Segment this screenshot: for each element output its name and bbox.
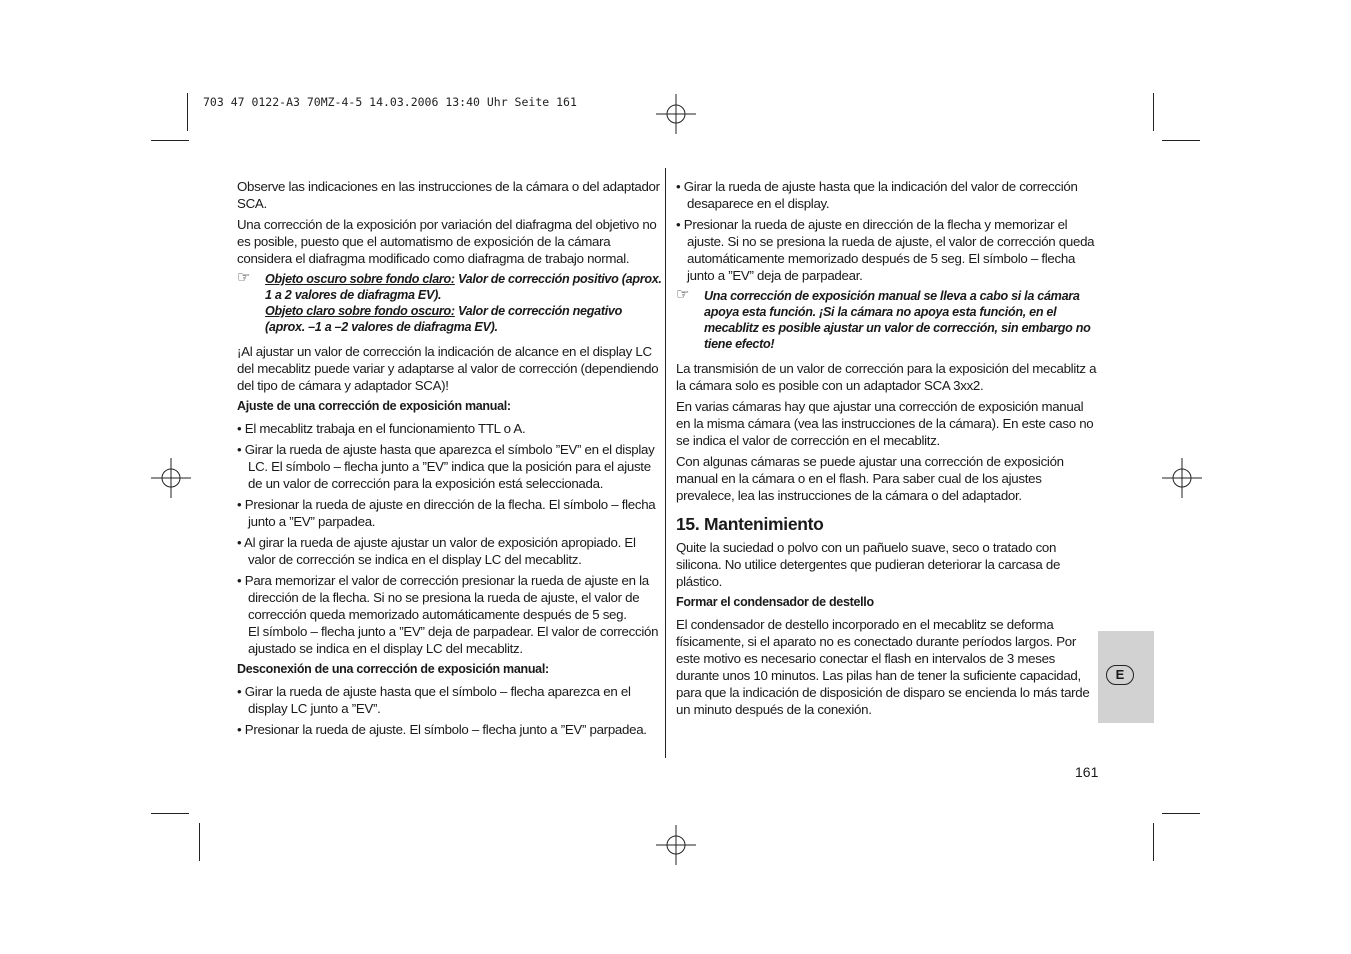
list-item: • Presionar la rueda de ajuste. El símbolo – flecha junto a ”EV” parpadea. — [237, 722, 647, 737]
crop-mark — [199, 823, 200, 861]
note-text: Una corrección de exposición manual se lleva a cabo si la cámara apoya esta función. ¡Si la cámara no apoya esta función, en el mecablitz es posible ajustar un valor de corrección, sin embargo no tiene efecto! — [704, 289, 1091, 351]
language-tab-label: E — [1106, 665, 1134, 685]
pointing-hand-icon: ☞ — [237, 269, 251, 286]
crop-mark — [1162, 140, 1200, 141]
note-text: Valor de corrección negativo (aprox. –1 a –2 valores de diafragma EV). — [265, 304, 623, 334]
note-term: Objeto oscuro sobre fondo claro: — [265, 272, 455, 286]
paragraph: Observe las indicaciones en las instrucciones de la cámara o del adaptador SCA. — [237, 179, 660, 211]
list-item: • Presionar la rueda de ajuste en dirección de la flecha. El símbolo – flecha junto a ”EV” parpadea. — [237, 497, 656, 529]
subheading: Ajuste de una corrección de exposición manual: — [237, 399, 511, 413]
list-item: • Girar la rueda de ajuste hasta que el símbolo – flecha aparezca en el display LC junto a ”EV”. — [237, 684, 631, 716]
paragraph: ¡Al ajustar un valor de corrección la indicación de alcance en el display LC del mecablitz puede variar y adaptarse al valor de corrección (dependiendo del tipo de cámara y adaptador SCA)! — [237, 344, 659, 393]
paragraph: En varias cámaras hay que ajustar una corrección de exposición manual en la misma cámara (vea las instrucciones de la cámara). En este caso no se indica el valor de corrección en el mecablitz. — [676, 399, 1094, 448]
list-item: • Girar la rueda de ajuste hasta que la indicación del valor de corrección desaparece en el display. — [676, 179, 1078, 211]
note-block — [237, 271, 662, 335]
crop-mark — [187, 93, 188, 131]
list-item-text: • Para memorizar el valor de corrección presionar la rueda de ajuste en la dirección de la flecha. Si no se presiona la rueda de ajuste, el valor de corrección queda memorizado automáticamente después de 5 seg. — [237, 573, 649, 622]
crop-mark — [1153, 823, 1154, 861]
list-item: • Presionar la rueda de ajuste en dirección de la flecha y memorizar el ajuste. Si no se presiona la rueda de ajuste, el valor de corrección queda automáticamente memorizado después de 5 seg. El símbolo – flecha junto a ”EV” deja de parpadear. — [676, 217, 1095, 283]
list-item-continuation: El símbolo – flecha junto a ”EV” deja de parpadear. El valor de corrección ajustado se indica en el display LC del mecablitz. — [248, 624, 659, 656]
crop-mark — [151, 140, 189, 141]
note-block — [676, 288, 1100, 352]
note-term: Objeto claro sobre fondo oscuro: — [265, 304, 455, 318]
page-number: 161 — [1075, 764, 1099, 780]
crop-mark — [1162, 813, 1200, 814]
right-column — [676, 178, 1100, 722]
crop-mark — [1153, 93, 1154, 131]
list-item: • Girar la rueda de ajuste hasta que aparezca el símbolo ”EV” en el display LC. El símbolo – flecha junto a ”EV” indica que la posición para el ajuste de un valor de corrección para la exposición está seleccionada. — [237, 442, 655, 491]
left-column — [237, 178, 662, 742]
paragraph: El condensador de destello incorporado en el mecablitz se deforma físicamente, si el aparato no es conectado durante períodos largos. Por este motivo es necesario conectar el flash en intervalos de 3 meses durante unos 10 minutos. Las pilas han de tener la suficiente capacidad, para que la indicación de disposición de disparo se encienda lo más tarde un minuto después de la conexión. — [676, 617, 1090, 717]
paragraph: Con algunas cámaras se puede ajustar una corrección de exposición manual en la cámara o en el flash. Para saber cual de los ajustes prevalece, lea las instrucciones de la cámara o del adaptador. — [676, 454, 1064, 503]
pointing-hand-icon: ☞ — [676, 286, 690, 303]
registration-mark-icon — [1162, 458, 1202, 498]
list-item — [237, 572, 662, 623]
section-heading: 15. Mantenimiento — [676, 514, 824, 534]
list-item: • Al girar la rueda de ajuste ajustar un valor de exposición apropiado. El valor de corrección se indica en el display LC del mecablitz. — [237, 535, 636, 567]
note-text: Valor de corrección positivo (aprox. 1 a 2 valores de diafragma EV). — [265, 272, 662, 302]
paragraph: La transmisión de un valor de corrección para la exposición del mecablitz a la cámara solo es posible con un adaptador SCA 3xx2. — [676, 361, 1097, 393]
registration-mark-icon — [151, 458, 191, 498]
subheading: Formar el condensador de destello — [676, 595, 874, 609]
paragraph: Una corrección de la exposición por variación del diafragma del objetivo no es posible, puesto que el automatismo de exposición de la cámara considera el diafragma modificado como diafragma de trabajo normal. — [237, 217, 657, 266]
print-header: 703 47 0122-A3 70MZ-4-5 14.03.2006 13:40 Uhr Seite 161 — [203, 95, 577, 109]
paragraph: Quite la suciedad o polvo con un pañuelo suave, seco o tratado con silicona. No utilice detergentes que pudieran deteriorar la carcasa de plástico. — [676, 540, 1061, 589]
column-divider — [665, 168, 666, 758]
subheading: Desconexión de una corrección de exposición manual: — [237, 662, 549, 676]
list-item: • El mecablitz trabaja en el funcionamiento TTL o A. — [237, 421, 526, 436]
crop-mark — [151, 813, 189, 814]
registration-mark-icon — [656, 825, 696, 865]
registration-mark-icon — [656, 94, 696, 134]
